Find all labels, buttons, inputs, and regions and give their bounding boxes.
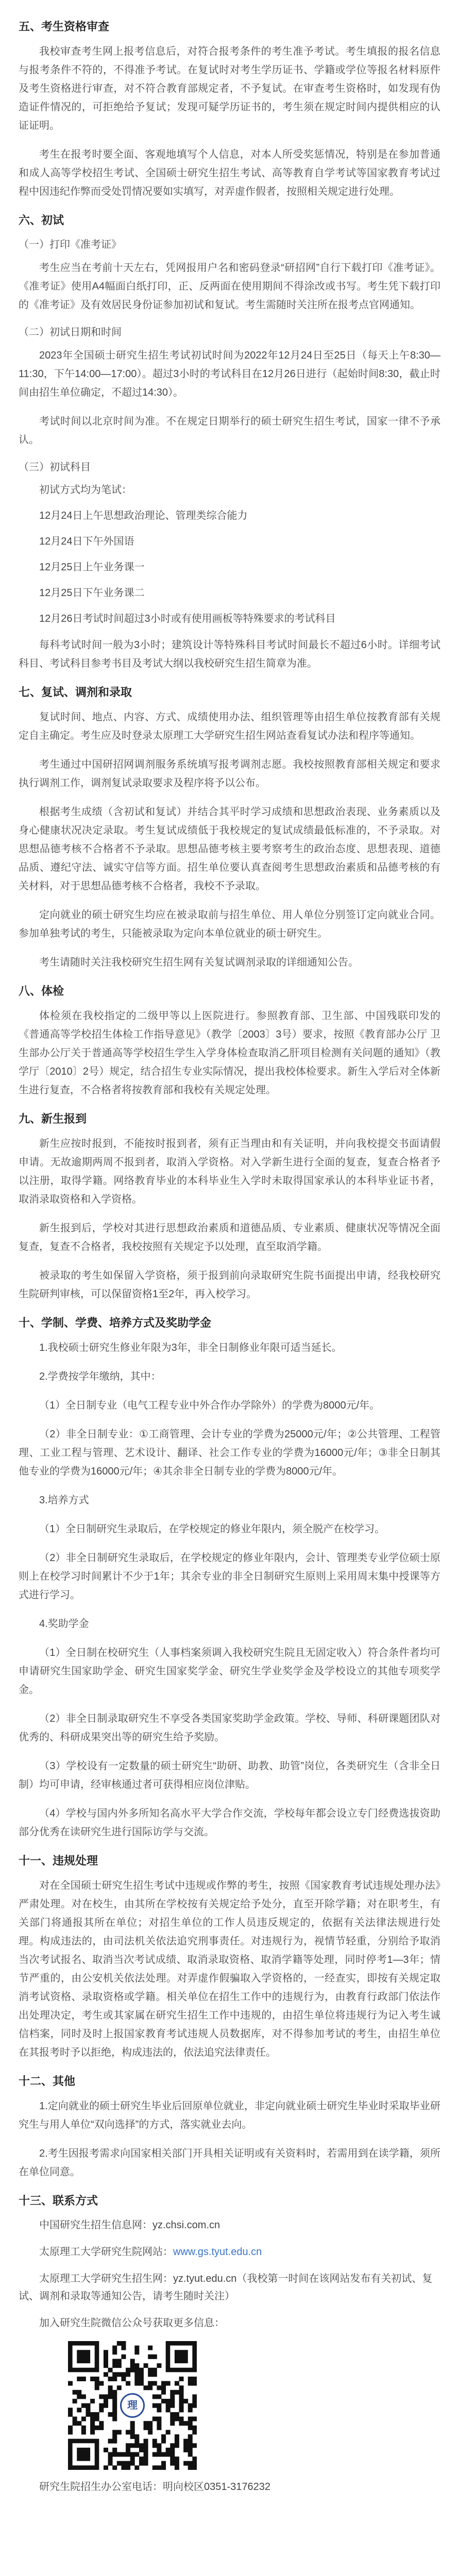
list-item: （1）全日制专业（电气工程专业中外合作办学除外）的学费为8000元/年。 <box>39 1400 380 1411</box>
section-title-6: 六、初试 <box>19 214 64 227</box>
contact-label: 太原理工大学研究生院网站： <box>39 2246 173 2258</box>
wechat-prompt: 加入研究生院微信公众号获取更多信息： <box>39 2317 225 2329</box>
paragraph: 对在全国硕士研究生招生考试中违规或作弊的考生，按照《国家教育考试违规处理办法》严肃处理。对在校生，由其所在学校按有关规定给予处分，直至开除学籍；对在职考生，有关部门将通报其所在单位；对招生单位的工作人员违反规定的，依据有关法律法规进行处理。构成违法的，由司法机关依法追究刑事责任。对违规行为，视情节轻重，分别给予取消当次考试报名、取消当次考试成绩、取消录取资格、取消学籍等处理，同时停考1—3年；情节严重的，由公安机关依法处理。对弄虚作假骗取入学资格的，一经查实，即按有关规定取消考试资格、录取资格或学籍。相关单位在招生工作中的违规行为，由教育行政部门依法作出处理决定，考生或其家属在研究生招生工作中违规的，由招生单位将违规行为记入考生诚信档案，同时及时上报国家教育考试违规人员数据库，对不得参加考试的考生，由招生单位在其报考时予以拒绝，构成违法的，依法追究法律责任。 <box>19 1880 440 2058</box>
paragraph: 新生报到后，学校对其进行思想政治素质和道德品质、专业素质、健康状况等情况全面复查，复查不合格者，我校按照有关规定予以处理，直至取消学籍。 <box>19 1223 440 1252</box>
paragraph: 考试时间以北京时间为准。不在规定日期举行的硕士研究生招生考试，国家一律不予承认。 <box>19 416 440 446</box>
schedule-item: 12月25日上午业务课一 <box>39 562 145 573</box>
paragraph: 2.考生因报考需求向国家相关部门开具相关证明或有关资料时，若需用到在读学籍，须所在单位同意。 <box>19 2148 440 2178</box>
paragraph: 每科考试时间一般为3小时；建筑设计等特殊科目考试时间最长不超过6小时。详细考试科目、考试科目参考书目及考试大纲以我校研究生招生简章为准。 <box>19 639 440 669</box>
paragraph: 考生请随时关注我校研究生招生网有关复试调剂录取的详细通知公告。 <box>39 957 359 968</box>
paragraph: 考生应当在考前十天左右，凭网报用户名和密码登录“研招网”自行下载打印《准考证》。《准考证》使用A4幅面白纸打印，正、反两面在使用期间不得涂改或书写。考生凭下载打印的《准考证》及有效居民身份证参加初试和复试。考生需随时关注所在报考点官网通知。 <box>19 262 440 311</box>
paragraph: 新生应按时报到，不能按时报到者，须有正当理由和有关证明，并向我校提交书面请假申请。无故逾期两周不报到者，取消入学资格。对入学新生进行全面的复查，复查合格者予以注册，取得学籍。网络教育毕业的本科毕业生入学时未取得国家承认的本科毕业证书者，取消录取资格和入学资格。 <box>19 1138 440 1205</box>
section-title-9: 九、新生报到 <box>19 1112 87 1125</box>
paragraph: 2023年全国硕士研究生招生考试初试时间为2022年12月24日至25日（每天上午8:30—11:30，下午14:00—17:00）。超过3小时的考试科目在12月26日进行（起始时间8:30，截止时间由招生单位确定，不超过14:30）。 <box>19 350 440 398</box>
list-item: （2）非全日制录取研究生不享受各类国家奖助学金政策。学校、导师、科研课题团队对优秀的、科研成果突出等的研究生给予奖励。 <box>19 1713 440 1743</box>
link-admissions-site[interactable]: yz.tyut.edu.cn <box>173 2273 237 2284</box>
link-graduate-school[interactable]: www.gs.tyut.edu.cn <box>173 2246 262 2258</box>
paragraph: 定向就业的硕士研究生均应在被录取前与招生单位、用人单位分别签订定向就业合同。参加单独考试的考生，只能被录取为定向本单位就业的硕士研究生。 <box>19 909 440 939</box>
paragraph: 被录取的考生如保留入学资格，须于报到前向录取研究生院书面提出申请，经我校研究生院研判审核，可以保留资格1至2年，再入校学习。 <box>19 1270 440 1300</box>
paragraph: 根据考生成绩（含初试和复试）并结合其平时学习成绩和思想政治表现、业务素质以及身心健康状况决定录取。考生复试成绩低于我校规定的复试成绩最低标准的，不予录取。对思想品德考核不合格者不予录取。思想品德考核主要考察考生的政治态度、思想表现、道德品质、遵纪守法、诚实守信等方面。招生单位要认真查阅考生思想政治素质和品德考核的有关材料，对于思想品德考核不合格者，我校不予录取。 <box>19 806 440 892</box>
schedule-item: 12月25日下午业务课二 <box>39 587 145 599</box>
section-title-12: 十二、其他 <box>19 2075 76 2088</box>
office-phone: 研究生院招生办公室电话：明向校区0351-3176232 <box>39 2481 271 2493</box>
list-item: 3.培养方式 <box>39 1495 89 1506</box>
paragraph: 考生通过中国研招网调剂服务系统填写报考调剂志愿。我校按照教育部相关规定和要求执行调剂工作，调剂复试录取要求及程序将予以公布。 <box>19 759 440 789</box>
subheading-print-ticket: （一）打印《准考证》 <box>19 239 122 250</box>
section-title-10: 十、学制、学费、培养方式及奖助学金 <box>19 1316 212 1329</box>
link-yz-chsi[interactable]: yz.chsi.com.cn <box>152 2219 220 2231</box>
contact-admissions-site <box>19 2270 440 2305</box>
paragraph: 体检须在我校指定的二级甲等以上医院进行。参照教育部、卫生部、中国残联印发的《普通高等学校招生体检工作指导意见》（教学〔2003〕3号）要求，按照《教育部办公厅 卫生部办公厅关于普通高等学校招生学生入学身体检查取消乙肝项目检测有关问题的通知》（教学厅〔2010〕2号）规定，结合招生专业实际情况，提出我校体检要求。新生入学后对全体新生进行复查，不合格者将按教育部和我校有关规定处理。 <box>19 1010 440 1096</box>
paragraph: 考生在报考时要全面、客观地填写个人信息，对本人所受奖惩情况，特别是在参加普通和成人高等学校招生考试、全国硕士研究生招生考试、高等教育自学考试等国家教育考试过程中因违纪作弊而受处罚情况要如实填写，对弄虚作假者，按照相关规定进行处理。 <box>19 149 440 197</box>
contact-label: 中国研究生招生信息网： <box>39 2219 152 2231</box>
paragraph: 复试时间、地点、内容、方式、成绩使用办法、组织管理等由招生单位按教育部有关规定自主确定。考生应及时登录太原理工大学研究生招生网站查看复试办法和程序等通知。 <box>19 711 440 741</box>
section-title-7: 七、复试、调剂和录取 <box>19 686 132 699</box>
contact-note: （我校第一时间在该网站发布有关初试、复试、调剂和录取等通知公告，请考生随时关注） <box>19 2273 433 2302</box>
list-item: （2）非全日制研究生录取后，在学校规定的修业年限内，会计、管理类专业学位硕士原则上在校学习时间累计不少于1年；其余专业的非全日制研究生原则上采用周末集中授课等方式进行学习。 <box>19 1552 440 1601</box>
list-item: （3）学校设有一定数量的硕士研究生“助研、助教、助管”岗位，各类研究生（含非全日制）均可申请，经审核通过者可获得相应岗位津贴。 <box>19 1760 440 1790</box>
section-title-5: 五、考生资格审查 <box>19 20 110 33</box>
list-item: 4.奖助学金 <box>39 1618 89 1630</box>
paragraph: 1.定向就业的硕士研究生毕业后回原单位就业，非定向就业硕士研究生毕业时采取毕业研究生与用人单位“双向选择”的方式，落实就业去向。 <box>19 2100 440 2130</box>
list-item: （2）非全日制专业：①工商管理、会计专业的学费为25000元/年；②公共管理、工程管理、工业工程与管理、艺术设计、翻译、社会工作专业的学费为16000元/年；③非全日制其他专业的学费为16000元/年；④其余非全日制专业的学费为8000元/年。 <box>19 1429 440 1477</box>
paragraph: 初试方式均为笔试： <box>39 484 132 496</box>
wechat-qr-code[interactable] <box>68 2341 197 2470</box>
section-title-8: 八、体检 <box>19 985 64 997</box>
schedule-item: 12月26日考试时间超过3小时或有使用画板等特殊要求的考试科目 <box>39 613 336 624</box>
schedule-item: 12月24日下午外国语 <box>39 536 134 547</box>
paragraph: 我校审查考生网上报考信息后，对符合报考条件的考生准予考试。考生填报的报名信息与报考条件不符的，不得准予考试。在复试时对考生学历证书、学籍或学位等报名材料原件及考生资格进行审查，对不符合教育部规定者，不予复试。在审查考生资格时，如发现有伪造证件情况的，可拒绝给予复试；发现可疑学历证书的，考生须在规定时间内提供相应的认证证明。 <box>19 46 440 131</box>
schedule-item: 12月24日上午思想政治理论、管理类综合能力 <box>39 510 248 521</box>
contact-graduate-school <box>19 2243 440 2261</box>
list-item: （1）全日制在校研究生（人事档案须调入我校研究生院且无固定收入）符合条件者均可申请研究生国家助学金、研究生国家奖学金、研究生学业奖学金及学校设立的其他专项奖学金。 <box>19 1647 440 1696</box>
list-item: 1.我校硕士研究生修业年限为3年，非全日制修业年限可适当延长。 <box>39 1342 342 1353</box>
subheading-exam-subjects: （三）初试科目 <box>19 462 91 473</box>
section-title-13: 十三、联系方式 <box>19 2194 98 2207</box>
section-title-11: 十一、违规处理 <box>19 1854 98 1867</box>
university-logo-icon: 理 <box>120 2393 145 2418</box>
list-item: （4）学校与国内外多所知名高水平大学合作交流，学校每年都会设立专门经费选拔资助部分优秀在读研究生进行国际访学与交流。 <box>19 1808 440 1838</box>
contact-yz-chsi <box>19 2216 440 2234</box>
list-item: （1）全日制研究生录取后，在学校规定的修业年限内，须全脱产在校学习。 <box>39 1523 385 1535</box>
contact-label: 太原理工大学研究生招生网： <box>39 2273 173 2284</box>
list-item: 2.学费按学年缴纳，其中： <box>39 1371 161 1382</box>
subheading-exam-time: （二）初试日期和时间 <box>19 327 122 338</box>
